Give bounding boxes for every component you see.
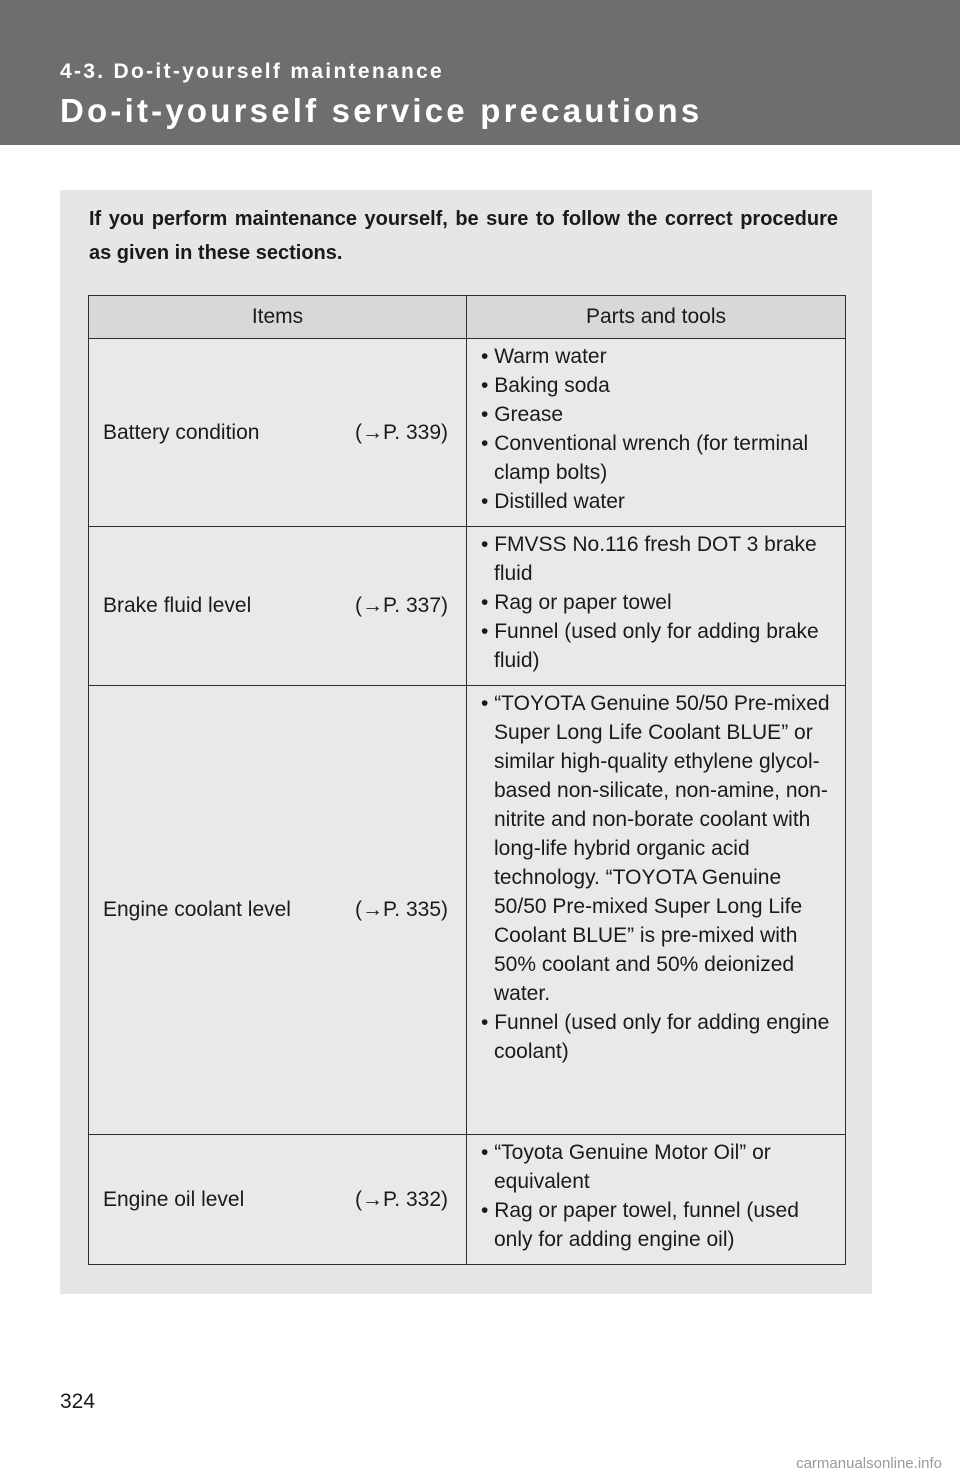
list-item: • Baking soda <box>481 374 610 397</box>
list-item: • Rag or paper towel <box>481 591 672 614</box>
item-cell <box>89 686 467 1135</box>
list-item: • Distilled water <box>481 490 625 513</box>
list-item: • Rag or paper towel, funnel (used only for adding engine oil) <box>481 1199 799 1251</box>
list-item: • Funnel (used only for adding brake fluid) <box>481 620 819 672</box>
page-title: Do-it-yourself service precautions <box>60 92 703 129</box>
item-name: Battery condition <box>103 420 260 444</box>
list-item: • Warm water <box>481 345 607 368</box>
item-cell <box>89 1135 467 1265</box>
parts-cell <box>467 686 846 1135</box>
parts-cell <box>467 527 846 686</box>
table-row <box>89 527 846 686</box>
section-label: 4-3. Do-it-yourself maintenance <box>60 60 445 83</box>
item-name: Engine coolant level <box>103 898 291 921</box>
list-item: • “TOYOTA Genuine 50/50 Pre-mixed Super Long Life Coolant BLUE” or similar high-quality ethylene glycol-based non-silicate, non-amine, non-nitrite and non-borate coolant with long-life hybrid organic acid technology. “TOYOTA Genuine 50/50 Pre-mixed Super Long Life Coolant BLUE” is pre-mixed with 50% coolant and 50% deionized water. <box>481 692 830 1005</box>
item-name: Brake fluid level <box>103 594 252 617</box>
page-header <box>0 0 960 145</box>
table-row <box>89 339 846 527</box>
table-header-row <box>89 296 846 339</box>
item-cell <box>89 527 467 686</box>
list-item: • Conventional wrench (for terminal clamp bolts) <box>481 432 809 484</box>
intro-text: If you perform maintenance yourself, be sure to follow the correct procedure as given in these sections. <box>89 208 838 264</box>
column-header-items: Items <box>89 296 467 339</box>
page-reference-link[interactable]: (→P. 335) <box>355 898 448 921</box>
page-number: 324 <box>60 1390 96 1413</box>
page-reference-link[interactable]: (→P. 339) <box>355 420 448 444</box>
watermark: carmanualsonline.info <box>796 1455 942 1472</box>
page-reference-link[interactable]: (→P. 337) <box>355 594 448 617</box>
column-header-parts: Parts and tools <box>467 296 846 339</box>
parts-cell <box>467 339 846 527</box>
parts-cell <box>467 1135 846 1265</box>
maintenance-table <box>88 295 846 1265</box>
table-row <box>89 1135 846 1265</box>
table-row <box>89 686 846 1135</box>
list-item: • Funnel (used only for adding engine coolant) <box>481 1011 830 1063</box>
item-cell <box>89 339 467 527</box>
list-item: • “Toyota Genuine Motor Oil” or equivalent <box>481 1141 771 1193</box>
page-reference-link[interactable]: (→P. 332) <box>355 1187 448 1211</box>
list-item: • FMVSS No.116 fresh DOT 3 brake fluid <box>481 533 817 585</box>
list-item: • Grease <box>481 403 564 426</box>
item-name: Engine oil level <box>103 1187 245 1211</box>
